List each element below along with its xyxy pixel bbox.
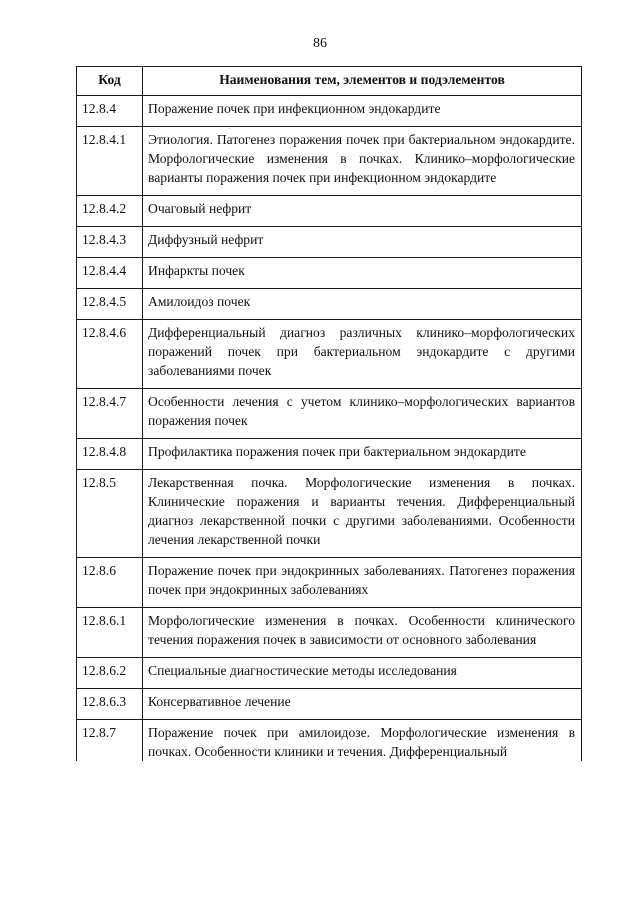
row-code: 12.8.4.7 — [77, 389, 143, 439]
table-row — [77, 720, 582, 762]
table-row — [77, 127, 582, 196]
table-row — [77, 608, 582, 658]
table-row — [77, 658, 582, 689]
row-text: Профилактика поражения почек при бактериальном эндокардите — [143, 439, 582, 470]
row-text: Амилоидоз почек — [143, 289, 582, 320]
table-header-row — [77, 67, 582, 96]
row-code: 12.8.6.3 — [77, 689, 143, 720]
row-code: 12.8.4.2 — [77, 196, 143, 227]
column-header-code: Код — [77, 67, 143, 96]
row-text: Консервативное лечение — [143, 689, 582, 720]
row-code: 12.8.4 — [77, 96, 143, 127]
table-row — [77, 196, 582, 227]
row-text: Морфологические изменения в почках. Особенности клинического течения поражения почек в зависимости от основного заболевания — [143, 608, 582, 658]
row-text: Дифференциальный диагноз различных клинико–морфологических поражений почек при бактериальном эндокардите с другими заболеваниями почек — [143, 320, 582, 389]
row-text: Инфаркты почек — [143, 258, 582, 289]
row-code: 12.8.4.1 — [77, 127, 143, 196]
row-text: Этиология. Патогенез поражения почек при бактериальном эндокардите. Морфологические изменения в почках. Клинико–морфологические варианты поражения почек при инфекционном эндокардите — [143, 127, 582, 196]
table-row — [77, 689, 582, 720]
table-row — [77, 558, 582, 608]
row-code: 12.8.4.6 — [77, 320, 143, 389]
row-code: 12.8.5 — [77, 470, 143, 558]
curriculum-table — [76, 66, 582, 761]
row-text: Особенности лечения с учетом клинико–морфологических вариантов поражения почек — [143, 389, 582, 439]
table-row — [77, 258, 582, 289]
table-row — [77, 320, 582, 389]
column-header-name: Наименования тем, элементов и подэлементов — [143, 67, 582, 96]
row-code: 12.8.4.3 — [77, 227, 143, 258]
row-text: Диффузный нефрит — [143, 227, 582, 258]
row-code: 12.8.7 — [77, 720, 143, 762]
table-row — [77, 227, 582, 258]
table-row — [77, 439, 582, 470]
table-row — [77, 289, 582, 320]
table-row — [77, 470, 582, 558]
row-code: 12.8.6.2 — [77, 658, 143, 689]
row-text: Поражение почек при амилоидозе. Морфологические изменения в почках. Особенности клиники и течения. Дифференциальный — [143, 720, 582, 762]
row-text: Лекарственная почка. Морфологические изменения в почках. Клинические поражения и варианты течения. Дифференциальный диагноз лекарственной почки с другими заболеваниями. Особенности лечения лекарственной почки — [143, 470, 582, 558]
row-text: Специальные диагностические методы исследования — [143, 658, 582, 689]
row-code: 12.8.6.1 — [77, 608, 143, 658]
row-code: 12.8.4.5 — [77, 289, 143, 320]
table-row — [77, 389, 582, 439]
page-number: 86 — [313, 36, 327, 51]
row-code: 12.8.4.4 — [77, 258, 143, 289]
row-text: Очаговый нефрит — [143, 196, 582, 227]
row-code: 12.8.6 — [77, 558, 143, 608]
table-row — [77, 96, 582, 127]
row-text: Поражение почек при инфекционном эндокардите — [143, 96, 582, 127]
row-text: Поражение почек при эндокринных заболеваниях. Патогенез поражения почек при эндокринных заболеваниях — [143, 558, 582, 608]
row-code: 12.8.4.8 — [77, 439, 143, 470]
